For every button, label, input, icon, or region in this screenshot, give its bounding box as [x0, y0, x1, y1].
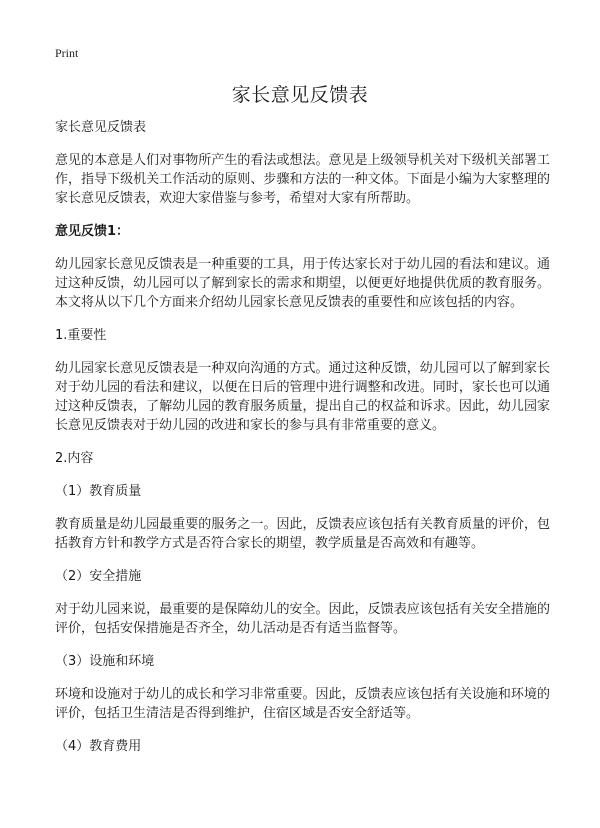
- paragraph: 对于幼儿园来说，最重要的是保障幼儿的安全。因此，反馈表应该包括有关安全措施的评价，包括安保措施是否齐全，幼儿活动是否有适当监督等。: [55, 602, 550, 636]
- item-title-facilities: （3）设施和环境: [55, 654, 155, 669]
- item-title-fees: （4）教育费用: [55, 739, 142, 754]
- paragraph: 幼儿园家长意见反馈表是一种双向沟通的方式。通过这种反馈，幼儿园可以了解到家长对于幼儿园的看法和建议，以便在日后的管理中进行调整和改进。同时，家长也可以通过这种反馈表，了解幼儿园的教育服务质量，提出自己的权益和诉求。因此，幼儿园家长意见反馈表对于幼儿园的改进和家长的参与具有非常重要的意义。: [55, 361, 550, 433]
- section-heading-content: 2.内容: [55, 451, 94, 466]
- feedback-heading: 意见反馈1：: [55, 224, 130, 239]
- subtitle: 家长意见反馈表: [55, 120, 147, 135]
- section-heading-importance: 1.重要性: [55, 328, 107, 343]
- paragraph: 环境和设施对于幼儿的成长和学习非常重要。因此，反馈表应该包括有关设施和环境的评价，包括卫生清洁是否得到维护，住宿区域是否安全舒适等。: [55, 687, 550, 721]
- print-label[interactable]: Print: [55, 46, 79, 60]
- item-title-education-quality: （1）教育质量: [55, 484, 142, 499]
- paragraph: 教育质量是幼儿园最重要的服务之一。因此，反馈表应该包括有关教育质量的评价，包括教育方针和教学方式是否符合家长的期望，教学质量是否高效和有趣等。: [55, 517, 550, 551]
- item-title-safety: （2）安全措施: [55, 569, 142, 584]
- document-body: [55, 118, 550, 770]
- page-title: 家长意见反馈表: [231, 84, 369, 106]
- paragraph: 幼儿园家长意见反馈表是一种重要的工具，用于传达家长对于幼儿园的看法和建议。通过这种反馈，幼儿园可以了解到家长的需求和期望，以便更好地提供优质的教育服务。本文将从以下几个方面来介绍幼儿园家长意见反馈表的重要性和应该包括的内容。: [55, 257, 550, 310]
- intro-paragraph: 意见的本意是人们对事物所产生的看法或想法。意见是上级领导机关对下级机关部署工作，指导下级机关工作活动的原则、步骤和方法的一种文体。下面是小编为大家整理的家长意见反馈表，欢迎大家借鉴与参考，希望对大家有所帮助。: [55, 153, 550, 206]
